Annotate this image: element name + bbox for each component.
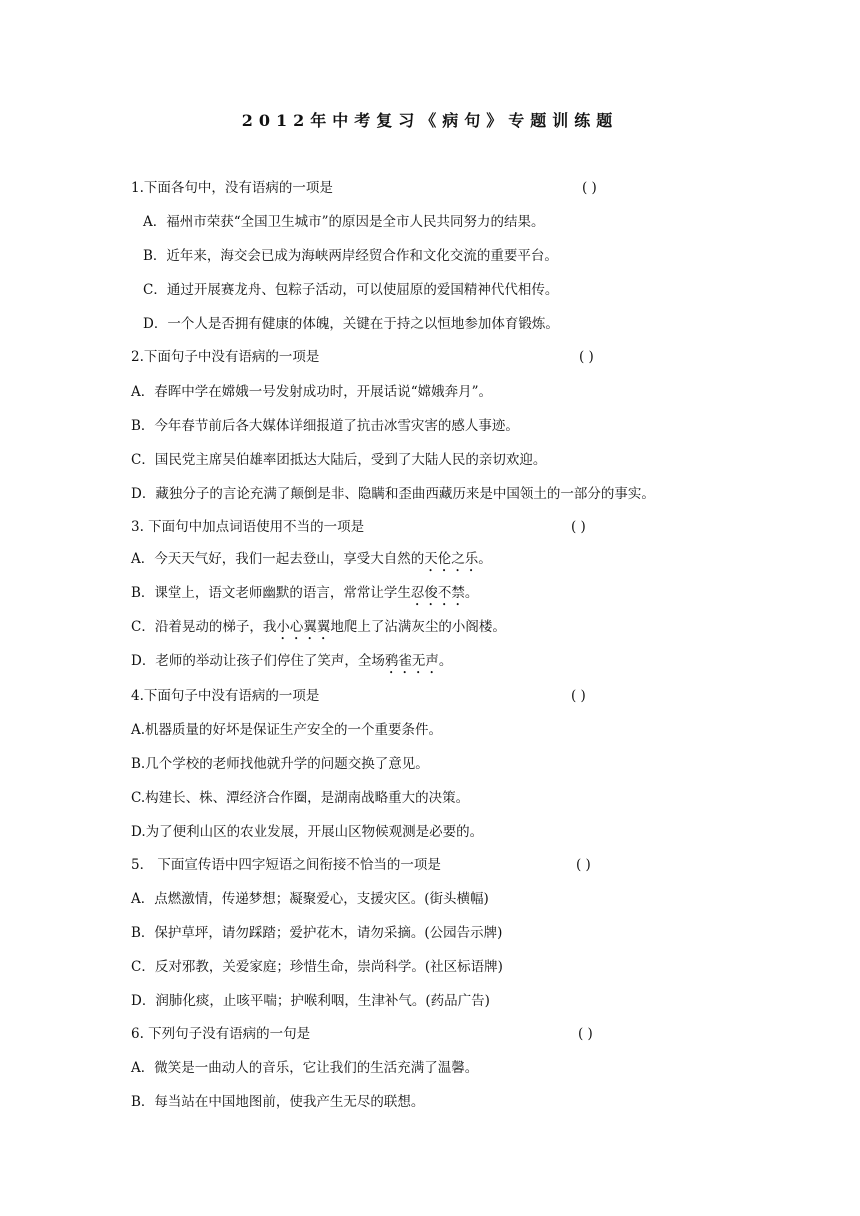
question-3-option-c bbox=[131, 618, 506, 643]
question-5-stem: 5． 下面宣传语中四字短语之间衔接不恰当的一项是 bbox=[131, 857, 441, 873]
question-3-option-b bbox=[131, 584, 478, 609]
question-6-option-a: A．微笑是一曲动人的音乐，它让我们的生活充满了温馨。 bbox=[131, 1060, 479, 1076]
question-1-option-d: D．一个人是否拥有健康的体魄，关键在于持之以恒地参加体育锻炼。 bbox=[143, 316, 559, 332]
dotted-phrase-d: 鸦雀无声 bbox=[384, 653, 439, 669]
question-3-stem: 3. 下面句中加点词语使用不当的一项是 bbox=[131, 519, 365, 535]
option-a-text-after: 。 bbox=[478, 551, 492, 567]
dotted-phrase-c: 小心翼翼 bbox=[276, 619, 331, 635]
question-4-stem: 4.下面句子中没有语病的一项是 bbox=[131, 688, 320, 704]
question-1-option-b: B．近年来，海交会已成为海峡两岸经贸合作和文化交流的重要平台。 bbox=[143, 248, 558, 264]
question-6-stem: 6. 下列句子没有语病的一句是 bbox=[131, 1026, 311, 1042]
question-6-option-b: B．每当站在中国地图前，使我产生无尽的联想。 bbox=[131, 1094, 425, 1110]
question-4-option-d: D.为了便利山区的农业发展，开展山区物候观测是必要的。 bbox=[131, 824, 484, 840]
option-b-text-after: 。 bbox=[464, 585, 479, 601]
option-b-text-before: B．课堂上，语文老师幽默的语言，常常让学生 bbox=[131, 585, 411, 601]
answer-bracket-1: ( ) bbox=[582, 180, 597, 196]
dotted-phrase-b: 忍俊不禁 bbox=[410, 585, 465, 601]
page-title: 2012年中考复习《病句》专题训练题 bbox=[241, 111, 619, 130]
question-3-option-d bbox=[131, 652, 452, 677]
question-5-option-b: B．保护草坪，请勿踩踏；爱护花木，请勿采摘。(公园告示牌) bbox=[131, 925, 503, 941]
question-1-stem: 1.下面各句中，没有语病的一项是 bbox=[131, 180, 333, 196]
dotted-phrase-a: 天伦之乐 bbox=[424, 551, 479, 567]
question-3-option-a bbox=[131, 550, 492, 575]
answer-bracket-6: ( ) bbox=[578, 1026, 593, 1042]
question-5-option-a: A．点燃激情，传递梦想；凝聚爱心，支援灾区。(街头横幅) bbox=[131, 891, 489, 907]
answer-bracket-2: ( ) bbox=[579, 349, 594, 365]
question-2-option-c: C．国民党主席吴伯雄率团抵达大陆后，受到了大陆人民的亲切欢迎。 bbox=[131, 452, 547, 468]
question-2-stem: 2.下面句子中没有语病的一项是 bbox=[131, 349, 320, 365]
answer-bracket-4: ( ) bbox=[571, 688, 586, 704]
option-a-text-before: A．今天天气好，我们一起去登山，享受大自然的 bbox=[131, 551, 425, 567]
question-4-option-b: B.几个学校的老师找他就升学的问题交换了意见。 bbox=[131, 756, 429, 772]
option-c-text-before: C．沿着晃动的梯子，我 bbox=[131, 619, 277, 635]
option-c-text-after: 地爬上了沾满灰尘的小阁楼。 bbox=[330, 619, 506, 635]
question-5-option-d: D．润肺化痰，止咳平喘；护喉利咽，生津补气。(药品广告) bbox=[131, 993, 490, 1009]
option-d-text-before: D．老师的举动让孩子们停住了笑声，全场 bbox=[131, 653, 385, 669]
option-d-text-after: 。 bbox=[438, 653, 453, 669]
question-2-option-b: B．今年春节前后各大媒体详细报道了抗击冰雪灾害的感人事迹。 bbox=[131, 418, 519, 434]
question-2-option-d: D．藏独分子的言论充满了颠倒是非、隐瞒和歪曲西藏历来是中国领土的一部分的事实。 bbox=[131, 486, 655, 502]
question-1-option-c: C．通过开展赛龙舟、包粽子活动，可以使屈原的爱国精神代代相传。 bbox=[143, 282, 559, 298]
question-2-option-a: A．春晖中学在嫦娥一号发射成功时，开展话说“嫦娥奔月”。 bbox=[131, 384, 493, 400]
answer-bracket-5: ( ) bbox=[576, 857, 591, 873]
question-1-option-a: A．福州市荣获“全国卫生城市”的原因是全市人民共同努力的结果。 bbox=[143, 214, 545, 230]
question-4-option-a: A.机器质量的好坏是保证生产安全的一个重要条件。 bbox=[131, 722, 443, 738]
answer-bracket-3: ( ) bbox=[571, 519, 586, 535]
question-4-option-c: C.构建长、株、潭经济合作圈，是湖南战略重大的决策。 bbox=[131, 790, 470, 806]
question-5-option-c: C．反对邪教，关爱家庭；珍惜生命，崇尚科学。(社区标语牌) bbox=[131, 959, 503, 975]
